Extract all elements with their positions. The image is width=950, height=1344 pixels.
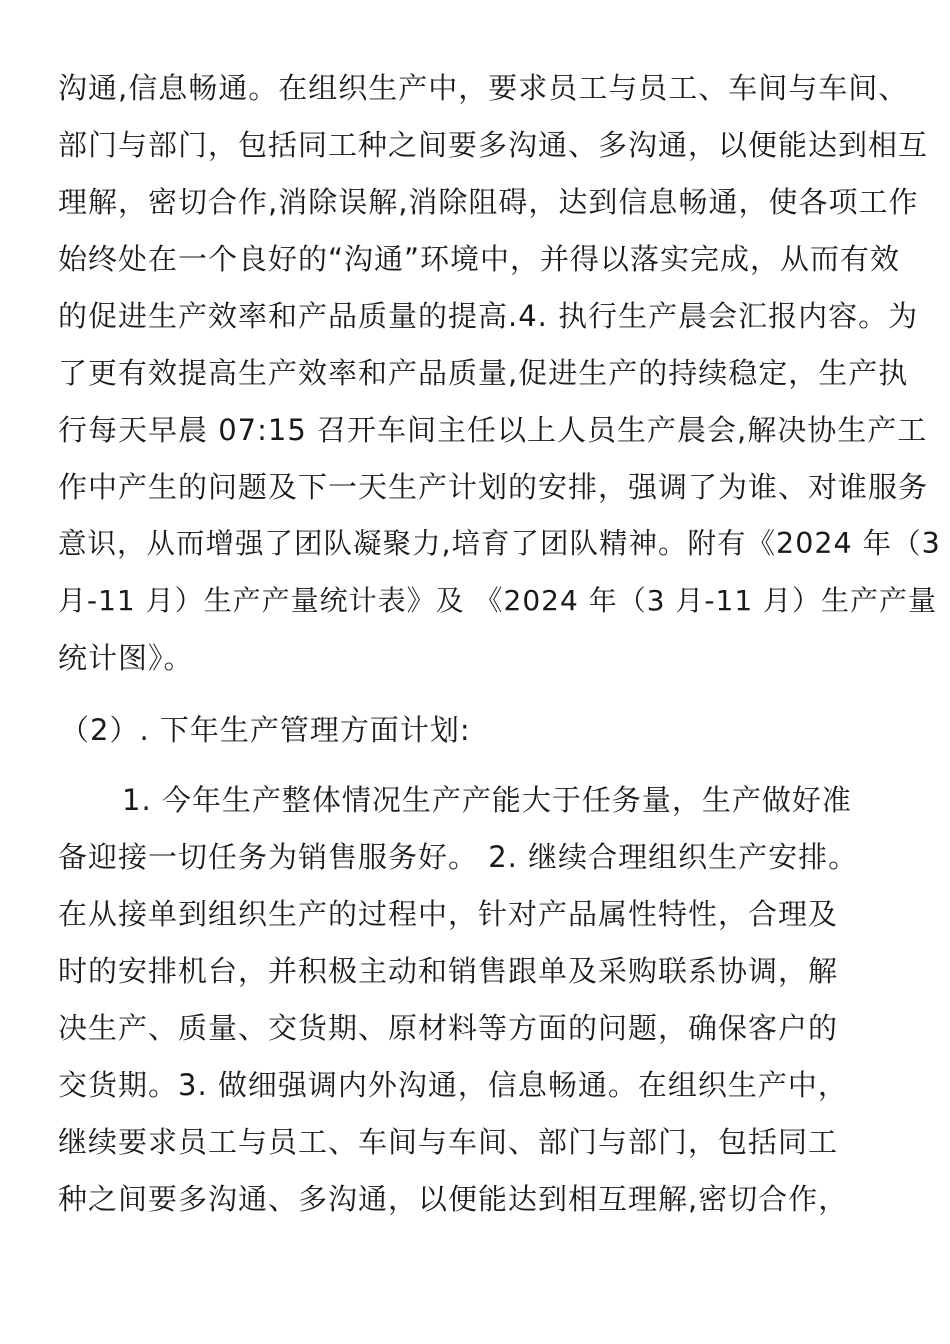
paragraph-line: 理解，密切合作,消除误解,消除阻碍，达到信息畅通，使各项工作 <box>58 185 919 219</box>
paragraph-line: 交货期。3. 做细强调内外沟通，信息畅通。在组织生产中， <box>58 1068 848 1102</box>
paragraph-line: 种之间要多沟通、多沟通，以便能达到相互理解,密切合作， <box>58 1182 849 1216</box>
paragraph-line: 意识，从而增强了团队凝聚力,培育了团队精神。附有《2024 年（3 <box>58 527 941 560</box>
paragraph-line: 决生产、质量、交货期、原材料等方面的问题，确保客户的 <box>58 1011 839 1045</box>
paragraph-line: 时的安排机台，并积极主动和销售跟单及采购联系协调，解 <box>58 954 839 988</box>
paragraph-line: 统计图》。 <box>58 641 194 675</box>
paragraph-line: 部门与部门，包括同工种之间要多沟通、多沟通，以便能达到相互 <box>58 128 929 162</box>
paragraph-line: 始终处在一个良好的“沟通”环境中，并得以落实完成，从而有效 <box>58 242 901 276</box>
section-heading: （2）. 下年生产管理方面计划: <box>60 713 471 747</box>
paragraph-line: 在从接单到组织生产的过程中，针对产品属性特性，合理及 <box>58 897 839 931</box>
paragraph-line: 作中产生的问题及下一天生产计划的安排，强调了为谁、对谁服务 <box>58 470 929 504</box>
paragraph-line: 了更有效提高生产效率和产品质量,促进生产的持续稳定，生产执 <box>58 356 909 390</box>
paragraph-line: 月-11 月）生产产量统计表》及 《2024 年（3 月-11 月）生产产量 <box>58 584 938 617</box>
paragraph-line: 继续要求员工与员工、车间与车间、部门与部门，包括同工 <box>58 1125 839 1159</box>
paragraph-line: 备迎接一切任务为销售服务好。 2. 继续合理组织生产安排。 <box>58 840 859 874</box>
paragraph-line: 沟通,信息畅通。在组织生产中，要求员工与员工、车间与车间、 <box>58 71 909 105</box>
paragraph-line: 的促进生产效率和产品质量的提高.4. 执行生产晨会汇报内容。为 <box>58 299 919 333</box>
paragraph-line: 行每天早晨 07:15 召开车间主任以上人员生产晨会,解决协生产工 <box>58 413 928 447</box>
paragraph-line: 1. 今年生产整体情况生产产能大于任务量，生产做好准 <box>122 783 852 817</box>
